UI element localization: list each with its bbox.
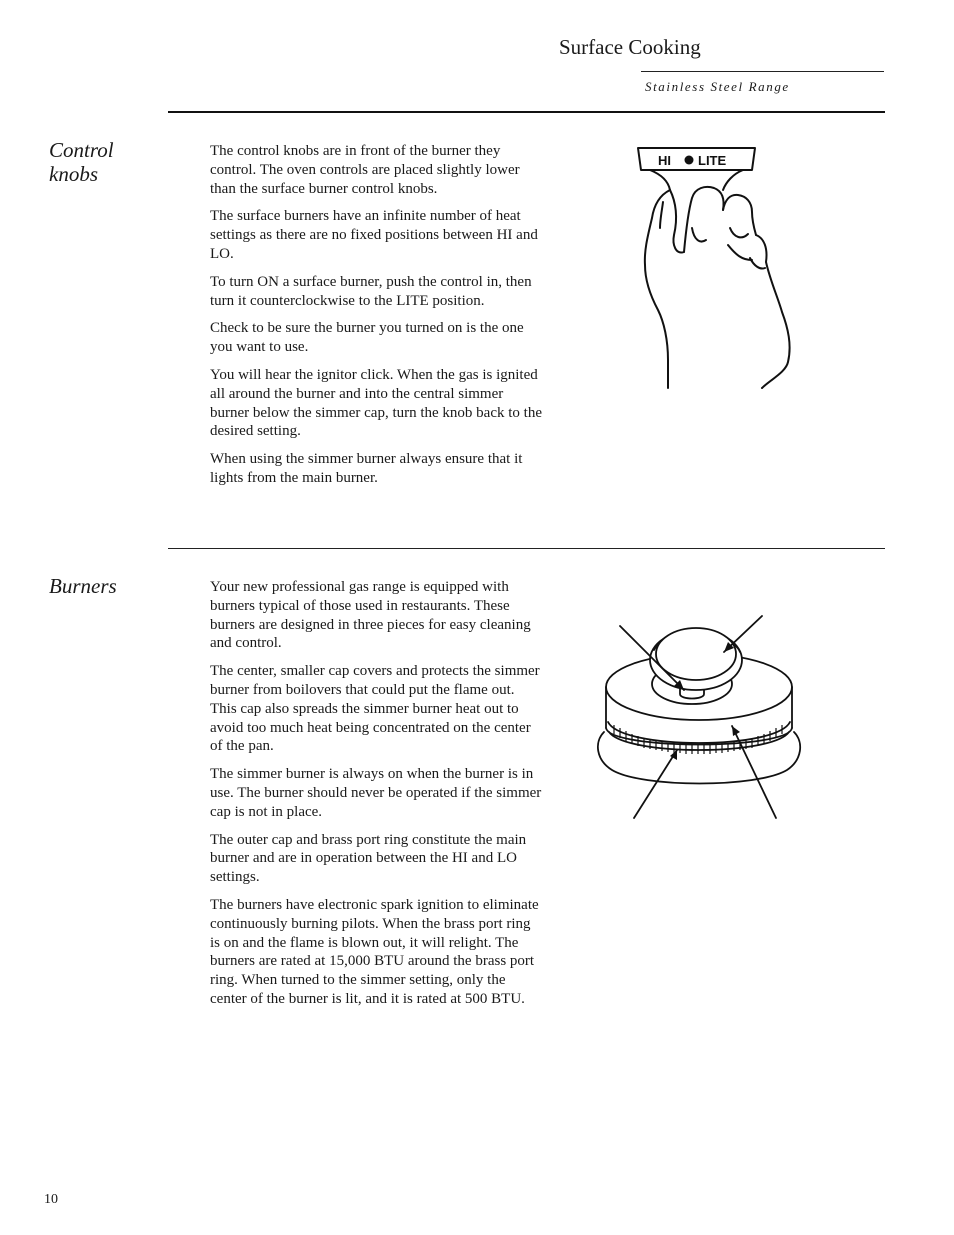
paragraph: The simmer burner is always on when the burner is in use. The burner should never be operated if the simmer cap is not in place. [210, 766, 542, 820]
paragraph: You will hear the ignitor click. When the gas is ignited all around the burner and into the central simmer burner below the simmer cap, turn the knob back to the desired setting. [210, 366, 542, 440]
page-title: Surface Cooking [559, 35, 701, 59]
section-divider [168, 548, 885, 549]
section-heading-control-knobs: Control knobs [49, 138, 114, 186]
knob-indicator-dot-icon [685, 156, 694, 165]
paragraph: Your new professional gas range is equipped with burners typical of those used in restaurants. These burners are designed in three pieces for easy cleaning and control. [210, 579, 531, 652]
control-knob-illustration [630, 140, 810, 395]
paragraph: When using the simmer burner always ensure that it lights from the main burner. [210, 451, 523, 486]
paragraph: The surface burners have an infinite number of heat settings as there are no fixed positions between HI and LO. [210, 208, 538, 262]
paragraph: The outer cap and brass port ring constitute the main burner and are in operation between the HI and LO settings. [210, 831, 527, 886]
header-divider [168, 111, 885, 113]
paragraph: The control knobs are in front of the burner they control. The oven controls are placed slightly lower than the surface burner control knobs. [210, 143, 520, 197]
control-knobs-text [210, 142, 542, 497]
burners-text [210, 578, 542, 1018]
subtitle-divider [641, 71, 884, 72]
knob-label-lite: LITE [698, 153, 727, 168]
paragraph: To turn ON a surface burner, push the control in, then turn it counterclockwise to the LITE position. [210, 273, 532, 309]
paragraph: The burners have electronic spark ignition to eliminate continuously burning pilots. When the brass port ring is on and the flame is blown out, it will relight. The burners are rated at 15,000 BTU around the brass port ring. When turned to the simmer setting, only the center of the burner is lit, and it is rated at 500 BTU. [210, 896, 539, 1007]
paragraph: Check to be sure the burner you turned on is the one you want to use. [210, 320, 524, 356]
page-number: 10 [44, 1192, 58, 1207]
section-heading-burners: Burners [49, 574, 117, 598]
knob-label-hi: HI [658, 153, 671, 168]
burner-illustration [592, 610, 807, 825]
page-subtitle: Stainless Steel Range [645, 79, 790, 94]
paragraph: The center, smaller cap covers and protects the simmer burner from boilovers that could put the flame out. This cap also spreads the simmer burner heat out to avoid too much heat being concentrated on the center of the pan. [210, 663, 540, 755]
